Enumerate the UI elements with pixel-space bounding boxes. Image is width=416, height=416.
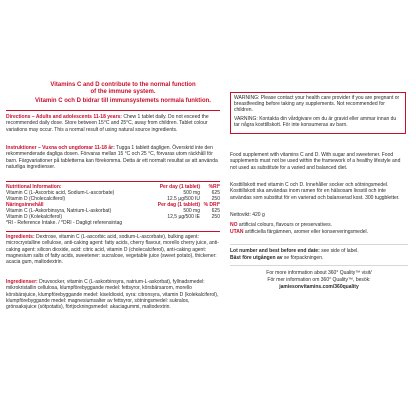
red-divider [6,110,220,111]
grey-divider [230,244,408,245]
table-row: Vitamin D (Kolekalciferol) 12,5 µg/500 IE 250 [6,214,220,220]
table-row: Vitamin D (Cholecalciferol) 12.5 µg/500 IU 250 [6,196,220,202]
table-row: Vitamin C (L-Askorbinsyra, Natrium-L-askorbat) 500 mg 625 [6,208,220,214]
no-artificial-en: NO artificial colours, flavours or preservatives. [230,222,332,228]
ingredients-text: Ingredients: Dextrose, vitamin C (L-ascorbic acid, sodium-L-ascorbate), bulking agent: microcrystalline cellulose, anti-caking agent: fatty acids, cherry flavour, morello cherry juice, anti-caking agent: silicon dioxide, acid: citric acid, vitamin D (cholecalciferol), anti-caking agent: magnesium salts of fatty acids, sweetener: sucralose, vegetable juice (sweet potato), thickener: acacia gum, maltodextrin. [6,234,219,266]
net-weight: Nettovikt: 420 g [230,212,265,218]
red-divider [6,181,220,182]
lot-sv: Bäst före utgången av se förpackningen. [230,255,324,261]
claim-sv: Vitamin C och D bidrar till immunsystemets normala funktion. [35,98,211,104]
warning-en: WARNING: Please contact your health care provider if you are pregnant or breastfeeding before taking any supplements. Not recommended for children. [234,95,400,114]
directions-text: Directions – Adults and adolescents 11-18 years: Chew 1 tablet daily. Do not exceed the recommended daily dose. Store between 15°C and 25°C, away from children. Tablet colour variations may occur. This a normal result of using natural source ingredients. [6,114,209,133]
instruktioner-text: Instruktioner – Vuxna och ungdomar 11-18 år: Tugga 1 tablett dagligen. Överskrid inte den rekommenderade dagliga dosen. Förvaras mellan 15 °C och 25 °C, förvaras utom räckhåll för barn. Färgvariationer på tabletterna kan förekomma. Detta är ett normalt resultat av att använda naturliga ingredienser. [6,145,218,170]
nutrition-table [6,184,220,226]
nutrition-header-sv: Näringsinnehåll Per dag (1 tablett) % DRI* [6,202,220,208]
red-divider [6,231,220,232]
table-row: Vitamin C (L-Ascorbic acid, Sodium-L-ascorbate) 500 mg 625 [6,190,220,196]
more-info-url[interactable]: jamiesonvitamins.com/360quality [279,284,359,290]
health-claim-block [28,82,218,107]
nutrition-footnote: *RI - Reference Intake. / *DRI - Dagligt referensintag [6,220,123,226]
food-supplement-en: Food supplement with vitamins C and D. With sugar and sweetener. Food supplements must not be used within the framework of a healthy lifestyle and not used as substitute for a varied and balanced diet. [230,152,401,171]
ingredienser-text: Ingredienser: Druvsocker, vitamin C (L-askorbinsyra, natrium-L-askorbat), fyllnadsmedel: mikrokristallin cellulosa, klumpförebyggande medel: fettsyror, körsbärsarom, morello körsbärsjuice, klumpförebyggande medel: kiseldioxid, syra: citronsyra, vitamin D (kolekalciferol), klumpförebyggande medel: magnesiumsalter av fettsyror, sötningsmedel: sukralos, grönsaksjuice (sötpotatis), förtjockningsmedel: akaciagummi, maltodextrin. [6,279,219,311]
nutrition-header-en: Nutritional Information: Per day (1 tablet) %RI* [6,184,220,190]
claim-en-line1: Vitamins C and D contribute to the normal function of the immune system. [50,82,196,95]
lot-en: Lot number and best before end date: see side of label. [230,248,359,254]
more-info-sv: För mer information om 360° Quality™, besök: [267,277,371,283]
warning-box [230,92,406,134]
food-supplement-sv: Kosttillskott med vitamin C och D. Innehåller socker och sötningsmedel. Kosttillskott ska användas inom ramen för en hälsosam livsstil och inte användas som substitut för en varierad och balanserad kost. 300 tuggbletter. [230,182,400,201]
no-artificial-sv: UTAN artificiella färgämnen, aromer eller konserveringsmedel. [230,229,369,235]
grey-divider [230,265,408,266]
warning-sv: VARNING: Kontakta din vårdgivare om du är gravid eller ammar innan du tar några kosttillskott. För inte konsumeras av barn. [234,115,397,128]
more-info-en: For more information about 360° Quality™ visit/ [266,270,372,276]
